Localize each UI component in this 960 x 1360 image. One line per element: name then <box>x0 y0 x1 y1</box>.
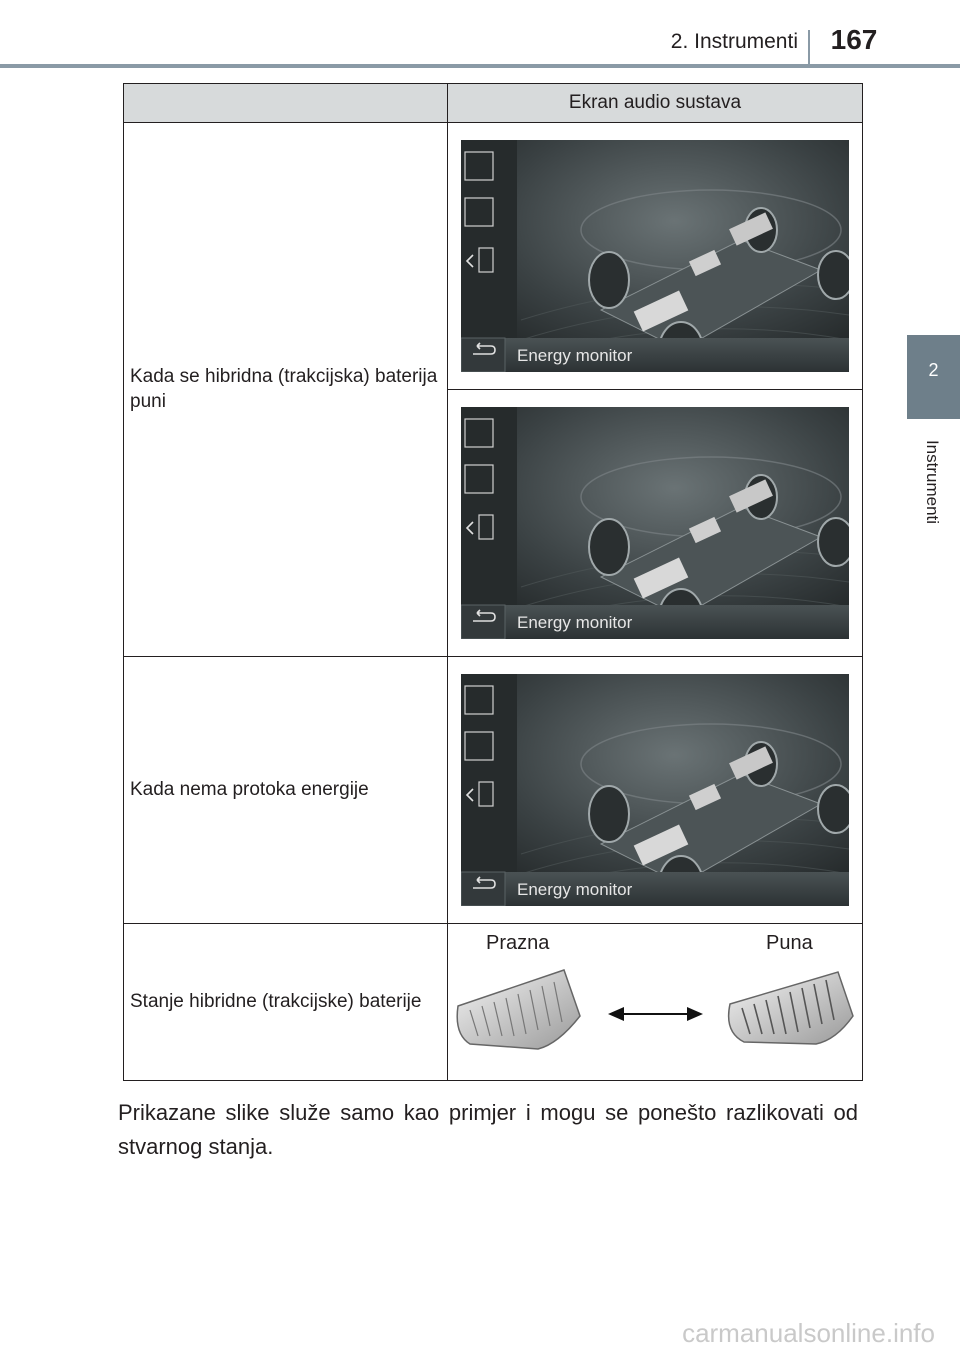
chapter-label: Instrumenti <box>923 439 942 525</box>
battery-state-illustration <box>448 924 863 1080</box>
display-table <box>123 83 863 1081</box>
energy-monitor-charging-1 <box>448 123 863 390</box>
header-divider <box>808 30 810 64</box>
row-label-battery-state: Stanje hibridne (trakcijske) baterije <box>124 924 448 1081</box>
battery-full-icon <box>729 972 853 1044</box>
energy-monitor-screen <box>461 674 849 906</box>
watermark: carmanualsonline.info <box>682 1318 935 1348</box>
energy-monitor-screen <box>461 407 849 639</box>
energy-monitor-screen <box>461 140 849 372</box>
battery-state-cell <box>448 924 863 1081</box>
double-arrow-icon <box>608 1007 703 1021</box>
row-label-no-flow: Kada nema protoka energije <box>124 657 448 924</box>
energy-monitor-charging-2 <box>448 390 863 657</box>
energy-monitor-no-flow <box>448 657 863 924</box>
note-paragraph: Prikazane slike služe samo kao primjer i mogu se ponešto razlikovati od stvarnog stanja. <box>118 1100 858 1160</box>
section-title: 2. Instrumenti <box>670 30 798 53</box>
header-empty-cell <box>124 84 448 123</box>
screen-title: Energy monitor <box>517 880 633 899</box>
row-label-charging: Kada se hibridna (trakcijska) baterija puni <box>124 123 448 657</box>
battery-empty-label: Prazna <box>486 932 550 954</box>
column-header: Ekran audio sustava <box>448 84 863 123</box>
battery-full-label: Puna <box>766 932 813 954</box>
screen-title: Energy monitor <box>517 346 633 365</box>
page-number: 167 <box>830 24 878 55</box>
battery-empty-icon <box>457 970 580 1049</box>
header-rule <box>0 64 960 68</box>
chapter-number: 2 <box>928 360 939 380</box>
screen-title: Energy monitor <box>517 613 633 632</box>
